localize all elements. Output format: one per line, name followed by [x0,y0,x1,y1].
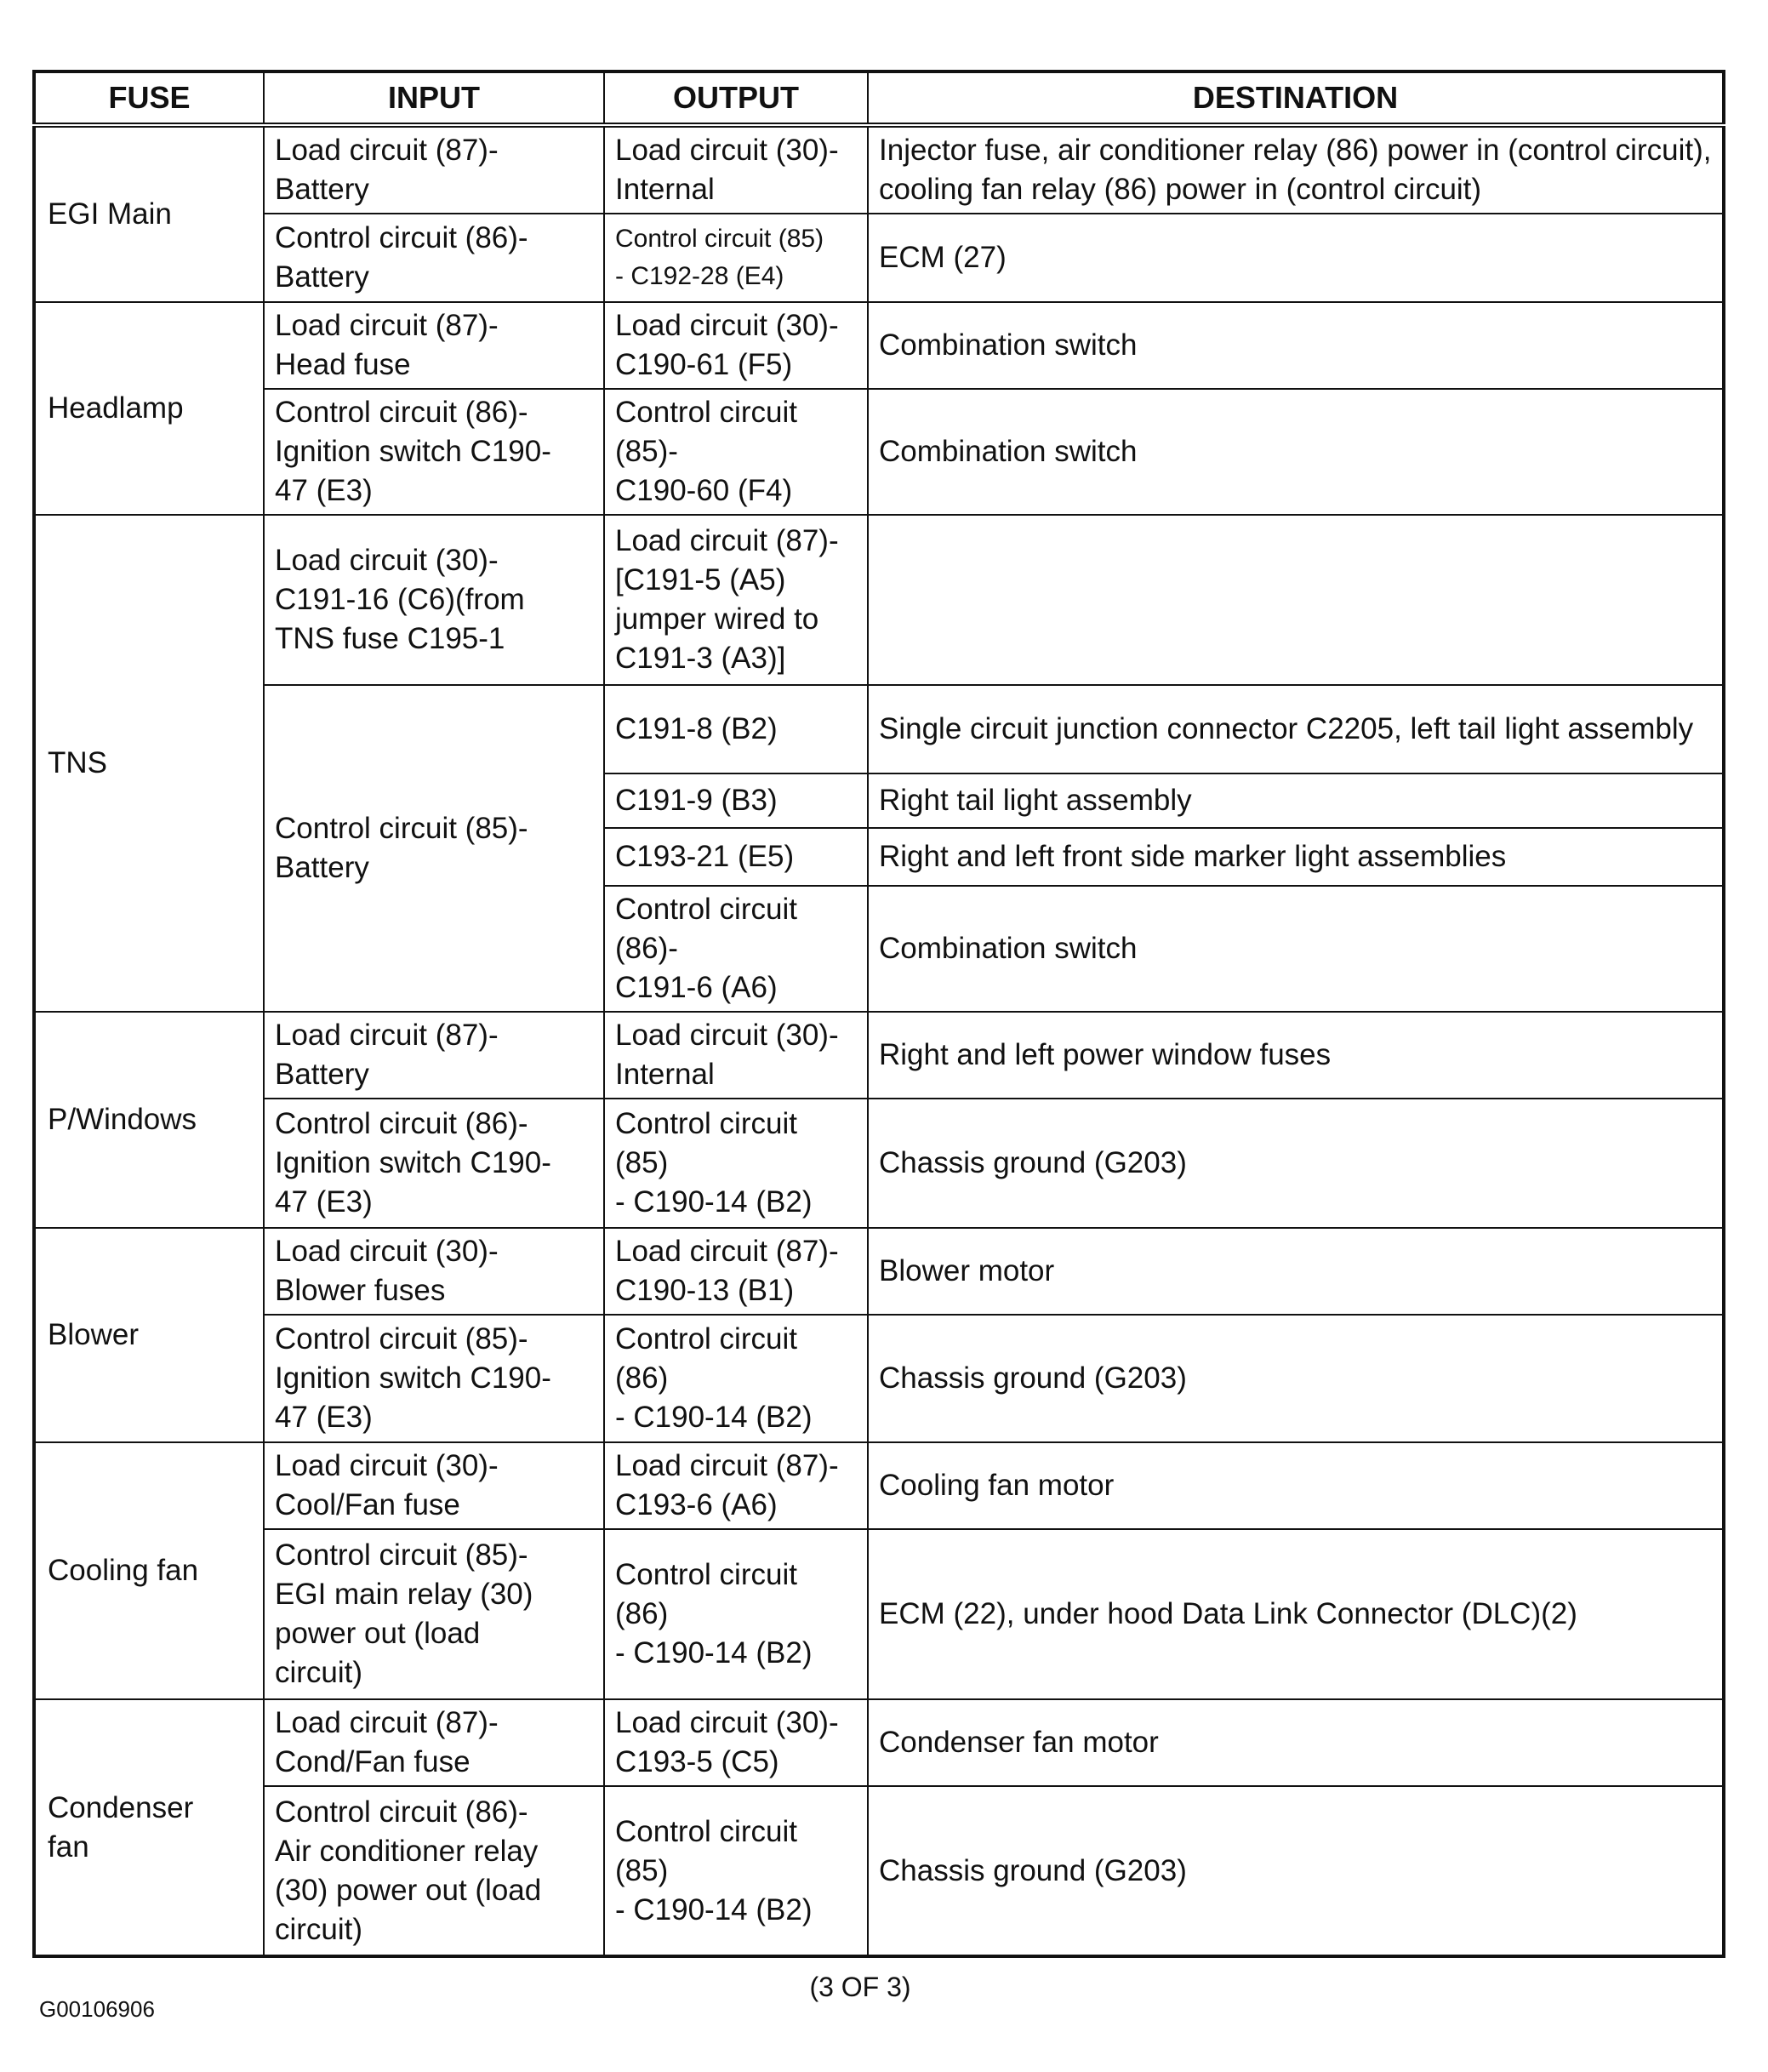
table-row [34,1442,1724,1529]
output-cell: Load circuit (30)- Internal [604,1012,868,1099]
input-cell: Load circuit (30)- Blower fuses [264,1228,604,1315]
table-row [34,1529,1724,1699]
table-row [34,685,1724,773]
table-row [34,125,1724,214]
fuse-relay-table [32,70,1725,1958]
output-cell: Load circuit (30)- C190-61 (F5) [604,302,868,389]
destination-cell: ECM (27) [868,214,1724,302]
output-cell: Control circuit (85) - C192-28 (E4) [604,214,868,302]
destination-cell: Combination switch [868,302,1724,389]
destination-cell: Right and left front side marker light assemblies [868,828,1724,886]
destination-cell: Cooling fan motor [868,1442,1724,1529]
input-cell: Load circuit (87)- Battery [264,1012,604,1099]
table-row [34,1099,1724,1228]
output-cell: C191-8 (B2) [604,685,868,773]
input-cell: Control circuit (85)- EGI main relay (30) power out (load circuit) [264,1529,604,1699]
destination-cell: Combination switch [868,389,1724,515]
destination-cell: Condenser fan motor [868,1699,1724,1786]
table-row [34,1786,1724,1956]
fuse-condenser-fan: Condenser fan [34,1699,264,1956]
destination-cell: Right and left power window fuses [868,1012,1724,1099]
input-cell: Control circuit (85)- Ignition switch C190- 47 (E3) [264,1315,604,1442]
output-cell: Load circuit (87)- C193-6 (A6) [604,1442,868,1529]
fuse-p-windows: P/Windows [34,1012,264,1228]
output-cell: Load circuit (87)- [C191-5 (A5) jumper wired to C191-3 (A3)] [604,515,868,685]
destination-cell: Chassis ground (G203) [868,1786,1724,1956]
output-cell: Load circuit (87)- C190-13 (B1) [604,1228,868,1315]
table-body [34,125,1724,1956]
input-cell: Control circuit (86)- Ignition switch C190- 47 (E3) [264,1099,604,1228]
output-cell: Control circuit (85) - C190-14 (B2) [604,1099,868,1228]
figure-id: G00106906 [39,1996,155,2022]
fuse-headlamp: Headlamp [34,302,264,515]
input-cell: Control circuit (86)- Battery [264,214,604,302]
output-cell: Control circuit (86)- C191-6 (A6) [604,886,868,1012]
destination-cell [868,515,1724,685]
destination-cell: Chassis ground (G203) [868,1099,1724,1228]
header-destination: DESTINATION [868,71,1724,125]
page-indicator-text: (3 OF 3) [809,1972,911,2002]
table-row [34,1699,1724,1786]
input-cell: Load circuit (87)- Battery [264,125,604,214]
output-cell: Control circuit (85)- C190-60 (F4) [604,389,868,515]
destination-cell: Combination switch [868,886,1724,1012]
destination-cell: Right tail light assembly [868,773,1724,828]
input-cell: Load circuit (30)- C191-16 (C6)(from TNS fuse C195-1 [264,515,604,685]
output-cell: C191-9 (B3) [604,773,868,828]
header-input: INPUT [264,71,604,125]
output-cell: Control circuit (86) - C190-14 (B2) [604,1529,868,1699]
fuse-blower: Blower [34,1228,264,1442]
table-row [34,389,1724,515]
output-cell: Load circuit (30)- Internal [604,125,868,214]
header-fuse: FUSE [34,71,264,125]
header-row [34,71,1724,125]
table-header [34,71,1724,125]
input-cell: Load circuit (87)- Cond/Fan fuse [264,1699,604,1786]
destination-cell: Injector fuse, air conditioner relay (86) power in (control circuit), cooling fan relay (86) power in (control circuit) [868,125,1724,214]
table-row [34,302,1724,389]
table-row [34,1315,1724,1442]
fuse-egi-main: EGI Main [34,125,264,302]
destination-cell: Chassis ground (G203) [868,1315,1724,1442]
input-cell: Control circuit (86)- Ignition switch C190- 47 (E3) [264,389,604,515]
output-cell: C193-21 (E5) [604,828,868,886]
output-cell: Load circuit (30)- C193-5 (C5) [604,1699,868,1786]
destination-cell: Single circuit junction connector C2205, left tail light assembly [868,685,1724,773]
table-row [34,1012,1724,1099]
fuse-cooling-fan: Cooling fan [34,1442,264,1699]
input-cell: Control circuit (85)- Battery [264,685,604,1012]
table-row [34,214,1724,302]
destination-cell: Blower motor [868,1228,1724,1315]
input-cell: Load circuit (87)- Head fuse [264,302,604,389]
table-row [34,515,1724,685]
input-cell: Load circuit (30)- Cool/Fan fuse [264,1442,604,1529]
output-cell: Control circuit (85) - C190-14 (B2) [604,1786,868,1956]
page-indicator [0,1972,1768,2003]
header-output: OUTPUT [604,71,868,125]
output-cell: Control circuit (86) - C190-14 (B2) [604,1315,868,1442]
input-cell: Control circuit (86)- Air conditioner relay (30) power out (load circuit) [264,1786,604,1956]
fuse-tns: TNS [34,515,264,1012]
destination-cell: ECM (22), under hood Data Link Connector (DLC)(2) [868,1529,1724,1699]
table-row [34,1228,1724,1315]
